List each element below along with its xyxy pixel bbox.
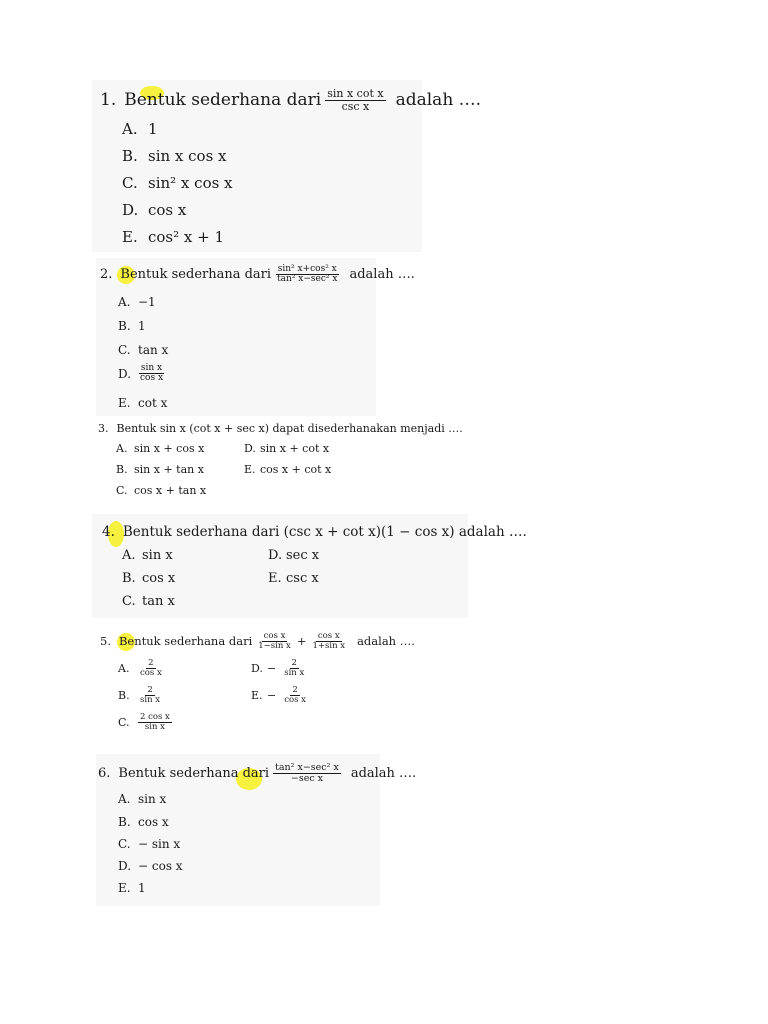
fraction-numerator: sin² x+cos² x — [277, 264, 337, 274]
option-fraction — [282, 686, 308, 705]
option-text: sin x + tan x — [134, 463, 204, 476]
option-1e[interactable] — [122, 228, 224, 246]
question-text: Bentuk sin x (cot x + sec x) dapat disederhanakan menjadi …. — [116, 422, 463, 435]
option-label: A. — [122, 120, 138, 138]
option-3d[interactable] — [244, 442, 329, 455]
fraction-numerator: 2 — [292, 685, 298, 695]
option-label: B. — [118, 319, 131, 333]
option-3b[interactable] — [116, 463, 204, 476]
fraction-numerator: sin x cot x — [327, 87, 384, 100]
fraction-numerator: cos x — [317, 631, 340, 641]
question-fraction — [273, 763, 341, 784]
fraction-numerator: tan² x−sec² x — [275, 762, 339, 773]
option-4b[interactable] — [122, 571, 175, 586]
option-label: A. — [118, 792, 131, 806]
option-5d[interactable] — [251, 659, 310, 678]
option-fraction — [138, 713, 172, 732]
fraction-denominator: sin x — [284, 667, 305, 678]
option-text: tan x — [142, 594, 175, 609]
option-1c[interactable] — [122, 174, 233, 192]
option-3e[interactable] — [244, 463, 331, 476]
option-6e[interactable] — [118, 881, 146, 895]
option-text: sin x — [138, 792, 167, 806]
option-5b[interactable] — [118, 686, 166, 705]
option-text: cot x — [138, 396, 168, 410]
fraction-denominator: sin x — [140, 694, 161, 705]
option-fraction — [138, 659, 164, 678]
option-label: D. — [244, 442, 256, 455]
option-label: E. — [251, 688, 263, 702]
fraction-numerator: 2 — [147, 685, 153, 695]
fraction-denominator: csc x — [341, 99, 370, 113]
question-text-end: adalah …. — [357, 634, 415, 649]
option-text: tan x — [138, 343, 169, 357]
option-3a[interactable] — [116, 442, 204, 455]
fraction-denominator: sin x — [144, 721, 165, 732]
option-6b[interactable] — [118, 815, 169, 829]
option-text: 1 — [138, 881, 146, 895]
fraction-denominator: 1+sin x — [312, 640, 346, 651]
option-label: D. — [268, 548, 283, 563]
fraction-denominator: 1−sin x — [258, 640, 291, 651]
option-label: E. — [118, 396, 131, 410]
option-label: D. — [118, 859, 132, 873]
option-3c[interactable] — [116, 484, 206, 497]
option-text: cos x + tan x — [134, 484, 207, 497]
option-fraction — [282, 659, 306, 678]
fraction-denominator: cos x — [140, 373, 164, 384]
option-label: B. — [116, 463, 128, 476]
option-label: C. — [118, 715, 130, 729]
option-label: B. — [122, 147, 138, 165]
minus-sign: − — [267, 661, 277, 675]
question-number: 4. — [102, 524, 115, 540]
option-text: −1 — [138, 295, 156, 309]
option-text: 1 — [138, 319, 146, 333]
question-fraction-1 — [256, 632, 293, 651]
option-4c[interactable] — [122, 594, 175, 609]
fraction-denominator: −sec x — [290, 772, 324, 784]
option-6a[interactable] — [118, 792, 166, 806]
option-fraction — [138, 364, 165, 384]
fraction-denominator: tan² x−sec² x — [277, 274, 338, 285]
option-text: sin x + cot x — [260, 442, 330, 455]
question-text: Bentuk sederhana dari — [118, 765, 270, 781]
option-label: E. — [244, 463, 256, 476]
plus-sign: + — [296, 634, 307, 649]
fraction-numerator: cos x — [263, 631, 286, 641]
option-label: E. — [122, 228, 138, 246]
option-text: sin x — [142, 548, 173, 563]
option-4a[interactable] — [122, 548, 173, 563]
option-2d[interactable] — [118, 364, 169, 384]
option-label: C. — [122, 594, 136, 609]
option-label: B. — [118, 688, 130, 702]
option-4d[interactable] — [268, 548, 319, 563]
option-label: A. — [118, 295, 131, 309]
option-label: D. — [122, 201, 139, 219]
fraction-numerator: 2 — [291, 658, 297, 668]
fraction-denominator: cos x — [140, 667, 162, 678]
question-1-stem — [100, 88, 481, 112]
option-label: C. — [122, 174, 138, 192]
question-4-stem — [102, 524, 527, 540]
question-text-end: adalah …. — [350, 765, 417, 781]
option-label: C. — [118, 837, 131, 851]
question-fraction-2 — [310, 632, 347, 651]
option-6d[interactable] — [118, 859, 183, 873]
option-label: C. — [116, 484, 128, 497]
option-text: − sin x — [138, 837, 181, 851]
question-fraction — [325, 88, 385, 112]
question-2-stem — [100, 265, 415, 285]
option-text: sin x cos x — [148, 147, 227, 165]
option-6c[interactable] — [118, 837, 180, 851]
minus-sign: − — [267, 688, 277, 702]
option-label: D. — [251, 661, 263, 675]
option-label: A. — [122, 548, 136, 563]
option-4e[interactable] — [268, 571, 319, 586]
option-text: sec x — [286, 548, 320, 563]
question-text: Bentuk sederhana dari — [124, 90, 322, 111]
option-text: cos x + cot x — [260, 463, 332, 476]
option-text: 1 — [148, 120, 158, 138]
question-6-stem — [98, 763, 416, 784]
option-5e[interactable] — [251, 686, 312, 705]
option-5a[interactable] — [118, 659, 168, 678]
question-text: Bentuk sederhana dari — [118, 634, 253, 649]
option-label: B. — [118, 815, 131, 829]
option-5c[interactable] — [118, 713, 176, 732]
option-text: cos² x + 1 — [148, 228, 225, 246]
question-number: 6. — [98, 765, 111, 781]
question-5-stem — [100, 632, 415, 651]
option-text: cos x — [148, 201, 187, 219]
option-label: B. — [122, 571, 136, 586]
question-number: 2. — [100, 267, 113, 283]
option-2c[interactable] — [118, 343, 168, 357]
option-1b[interactable] — [122, 147, 227, 165]
option-label: A. — [116, 442, 128, 455]
option-text: cos x — [138, 815, 169, 829]
option-label: D. — [118, 366, 132, 381]
question-number: 5. — [100, 634, 111, 649]
fraction-denominator: cos x — [284, 694, 306, 705]
option-1a[interactable] — [122, 120, 158, 138]
option-2e[interactable] — [118, 396, 167, 410]
option-label: C. — [118, 343, 131, 357]
option-text: cos x — [142, 571, 176, 586]
question-text: Bentuk sederhana dari — [120, 267, 272, 283]
option-label: A. — [118, 661, 130, 675]
option-text: csc x — [286, 571, 319, 586]
option-label: E. — [268, 571, 282, 586]
question-text-end: adalah …. — [349, 267, 415, 283]
option-2b[interactable] — [118, 319, 146, 333]
option-fraction — [138, 686, 162, 705]
question-3-stem — [98, 422, 463, 435]
question-number: 1. — [100, 90, 117, 111]
option-2a[interactable] — [118, 295, 156, 309]
question-text: Bentuk sederhana dari (csc x + cot x)(1 − cos x) adalah …. — [122, 524, 527, 540]
option-label: E. — [118, 881, 131, 895]
fraction-numerator: 2 cos x — [140, 712, 170, 722]
option-text: sin² x cos x — [148, 174, 233, 192]
question-number: 3. — [98, 422, 109, 435]
question-fraction — [275, 265, 339, 285]
fraction-numerator: sin x — [140, 363, 163, 373]
question-text-end: adalah …. — [395, 90, 482, 111]
option-text: − cos x — [138, 859, 183, 873]
option-text: sin x + cos x — [134, 442, 205, 455]
option-1d[interactable] — [122, 201, 186, 219]
fraction-numerator: 2 — [148, 658, 154, 668]
